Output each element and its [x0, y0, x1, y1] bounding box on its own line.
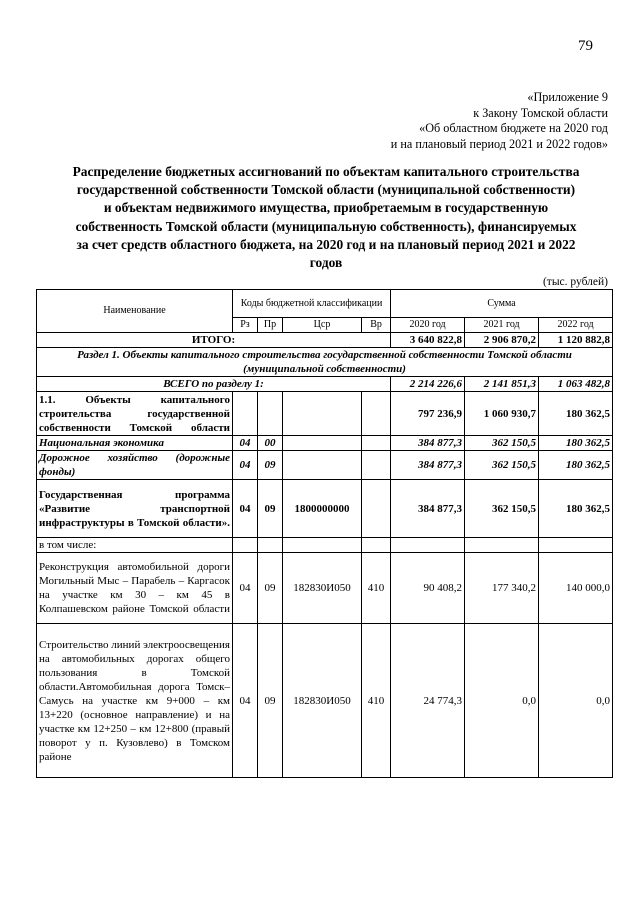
section-total-2022: 1 063 482,8	[539, 377, 613, 392]
title-line: и объектам недвижимого имущества, приобретаемым в государственную	[103, 200, 549, 216]
row-2021: 362 150,5	[465, 480, 539, 538]
header-sum: Сумма	[391, 290, 613, 318]
row-name: Реконструкция автомобильной дороги Могильный Мыс – Парабель – Каргасок на участке км 30 – км 45 в Колпашевском районе Томской области	[37, 553, 233, 624]
section-total-label: ВСЕГО по разделу 1:	[37, 377, 391, 392]
row-rz: 04	[233, 553, 258, 624]
row-2022: 180 362,5	[539, 451, 613, 480]
row-name: Строительство линий электроосвещения на автомобильных дорогах общего пользования в Томской области.Автомобильная дорога Томск–Самусь на участке км 9+000 – км 13+220 (основное направление) и на участке км 12+250 – км 12+800 (правый поворот у п. Кузовлево) в Томском районе	[37, 624, 233, 778]
row-2021: 362 150,5	[465, 451, 539, 480]
total-2021: 2 906 870,2	[465, 333, 539, 348]
total-2020: 3 640 822,8	[391, 333, 465, 348]
document-title	[48, 163, 604, 272]
row-pr: 00	[258, 436, 283, 451]
header-2022: 2022 год	[539, 318, 613, 333]
row-2020: 384 877,3	[391, 480, 465, 538]
section-title: Раздел 1. Объекты капитального строительства государственной собственности Томской области (муниципальной собственности)	[37, 348, 613, 377]
appendix-line: «Об областном бюджете на 2020 год	[419, 121, 608, 135]
row-2022: 180 362,5	[539, 436, 613, 451]
row-2022: 180 362,5	[539, 392, 613, 436]
row-2021: 362 150,5	[465, 436, 539, 451]
row-tsr: 182830И050	[283, 553, 362, 624]
header-name: Наименование	[37, 290, 233, 333]
row-tsr: 182830И050	[283, 624, 362, 778]
row-rz: 04	[233, 480, 258, 538]
row-2020: 24 774,3	[391, 624, 465, 778]
total-2022: 1 120 882,8	[539, 333, 613, 348]
header-2021: 2021 год	[465, 318, 539, 333]
row-rz: 04	[233, 436, 258, 451]
table-row	[37, 538, 613, 553]
units-label: (тыс. рублей)	[542, 276, 608, 288]
header-rz: Рз	[233, 318, 258, 333]
title-line: государственной собственности Томской области (муниципальной собственности)	[76, 182, 576, 198]
row-tsr: 1800000000	[283, 480, 362, 538]
section-total-2020: 2 214 226,6	[391, 377, 465, 392]
row-name: в том числе:	[37, 538, 233, 553]
appendix-line: и на плановый период 2021 и 2022 годов»	[390, 136, 608, 151]
header-vr: Вр	[362, 318, 391, 333]
table-row	[37, 480, 613, 538]
table-row	[37, 624, 613, 778]
header-tsr: Цср	[283, 318, 362, 333]
row-pr: 09	[258, 624, 283, 778]
row-2020: 797 236,9	[391, 392, 465, 436]
section-total-row	[37, 377, 613, 392]
total-row	[37, 333, 613, 348]
section-total-2021: 2 141 851,3	[465, 377, 539, 392]
row-name: Национальная экономика	[37, 436, 233, 451]
row-name: 1.1. Объекты капитального строительства государственной собственности Томской области	[37, 392, 233, 436]
appendix-line: «Приложение 9	[527, 90, 608, 104]
table-header-row	[37, 290, 613, 318]
row-vr: 410	[362, 624, 391, 778]
row-2020: 384 877,3	[391, 436, 465, 451]
row-vr: 410	[362, 553, 391, 624]
table-row	[37, 392, 613, 436]
row-2021: 177 340,2	[465, 553, 539, 624]
title-line: за счет средств областного бюджета, на 2020 год и на плановый период 2021 и 2022	[76, 236, 576, 252]
appendix-note	[288, 90, 608, 152]
table-row	[37, 553, 613, 624]
title-line: собственность Томской области (муниципальную собственность), финансируемых	[75, 218, 577, 234]
row-2022: 0,0	[539, 624, 613, 778]
row-2022: 140 000,0	[539, 553, 613, 624]
row-name: Государственная программа «Развитие транспортной инфраструктуры в Томской области».	[37, 480, 233, 538]
row-2022: 180 362,5	[539, 480, 613, 538]
page-number: 79	[578, 38, 593, 54]
header-codes: Коды бюджетной классификации	[233, 290, 391, 318]
row-rz: 04	[233, 451, 258, 480]
row-pr: 09	[258, 553, 283, 624]
section-row	[37, 348, 613, 377]
table-row	[37, 436, 613, 451]
appendix-line: к Закону Томской области	[473, 105, 608, 120]
row-pr: 09	[258, 451, 283, 480]
row-name: Дорожное хозяйство (дорожные фонды)	[37, 451, 233, 480]
row-2020: 384 877,3	[391, 451, 465, 480]
budget-table	[36, 289, 613, 778]
row-rz: 04	[233, 624, 258, 778]
row-2021: 1 060 930,7	[465, 392, 539, 436]
row-2020: 90 408,2	[391, 553, 465, 624]
header-2020: 2020 год	[391, 318, 465, 333]
header-pr: Пр	[258, 318, 283, 333]
row-pr: 09	[258, 480, 283, 538]
title-line: Распределение бюджетных ассигнований по объектам капитального строительства	[72, 164, 580, 179]
table-row	[37, 451, 613, 480]
row-2021: 0,0	[465, 624, 539, 778]
title-line: годов	[309, 255, 343, 271]
total-label: ИТОГО:	[37, 333, 391, 348]
